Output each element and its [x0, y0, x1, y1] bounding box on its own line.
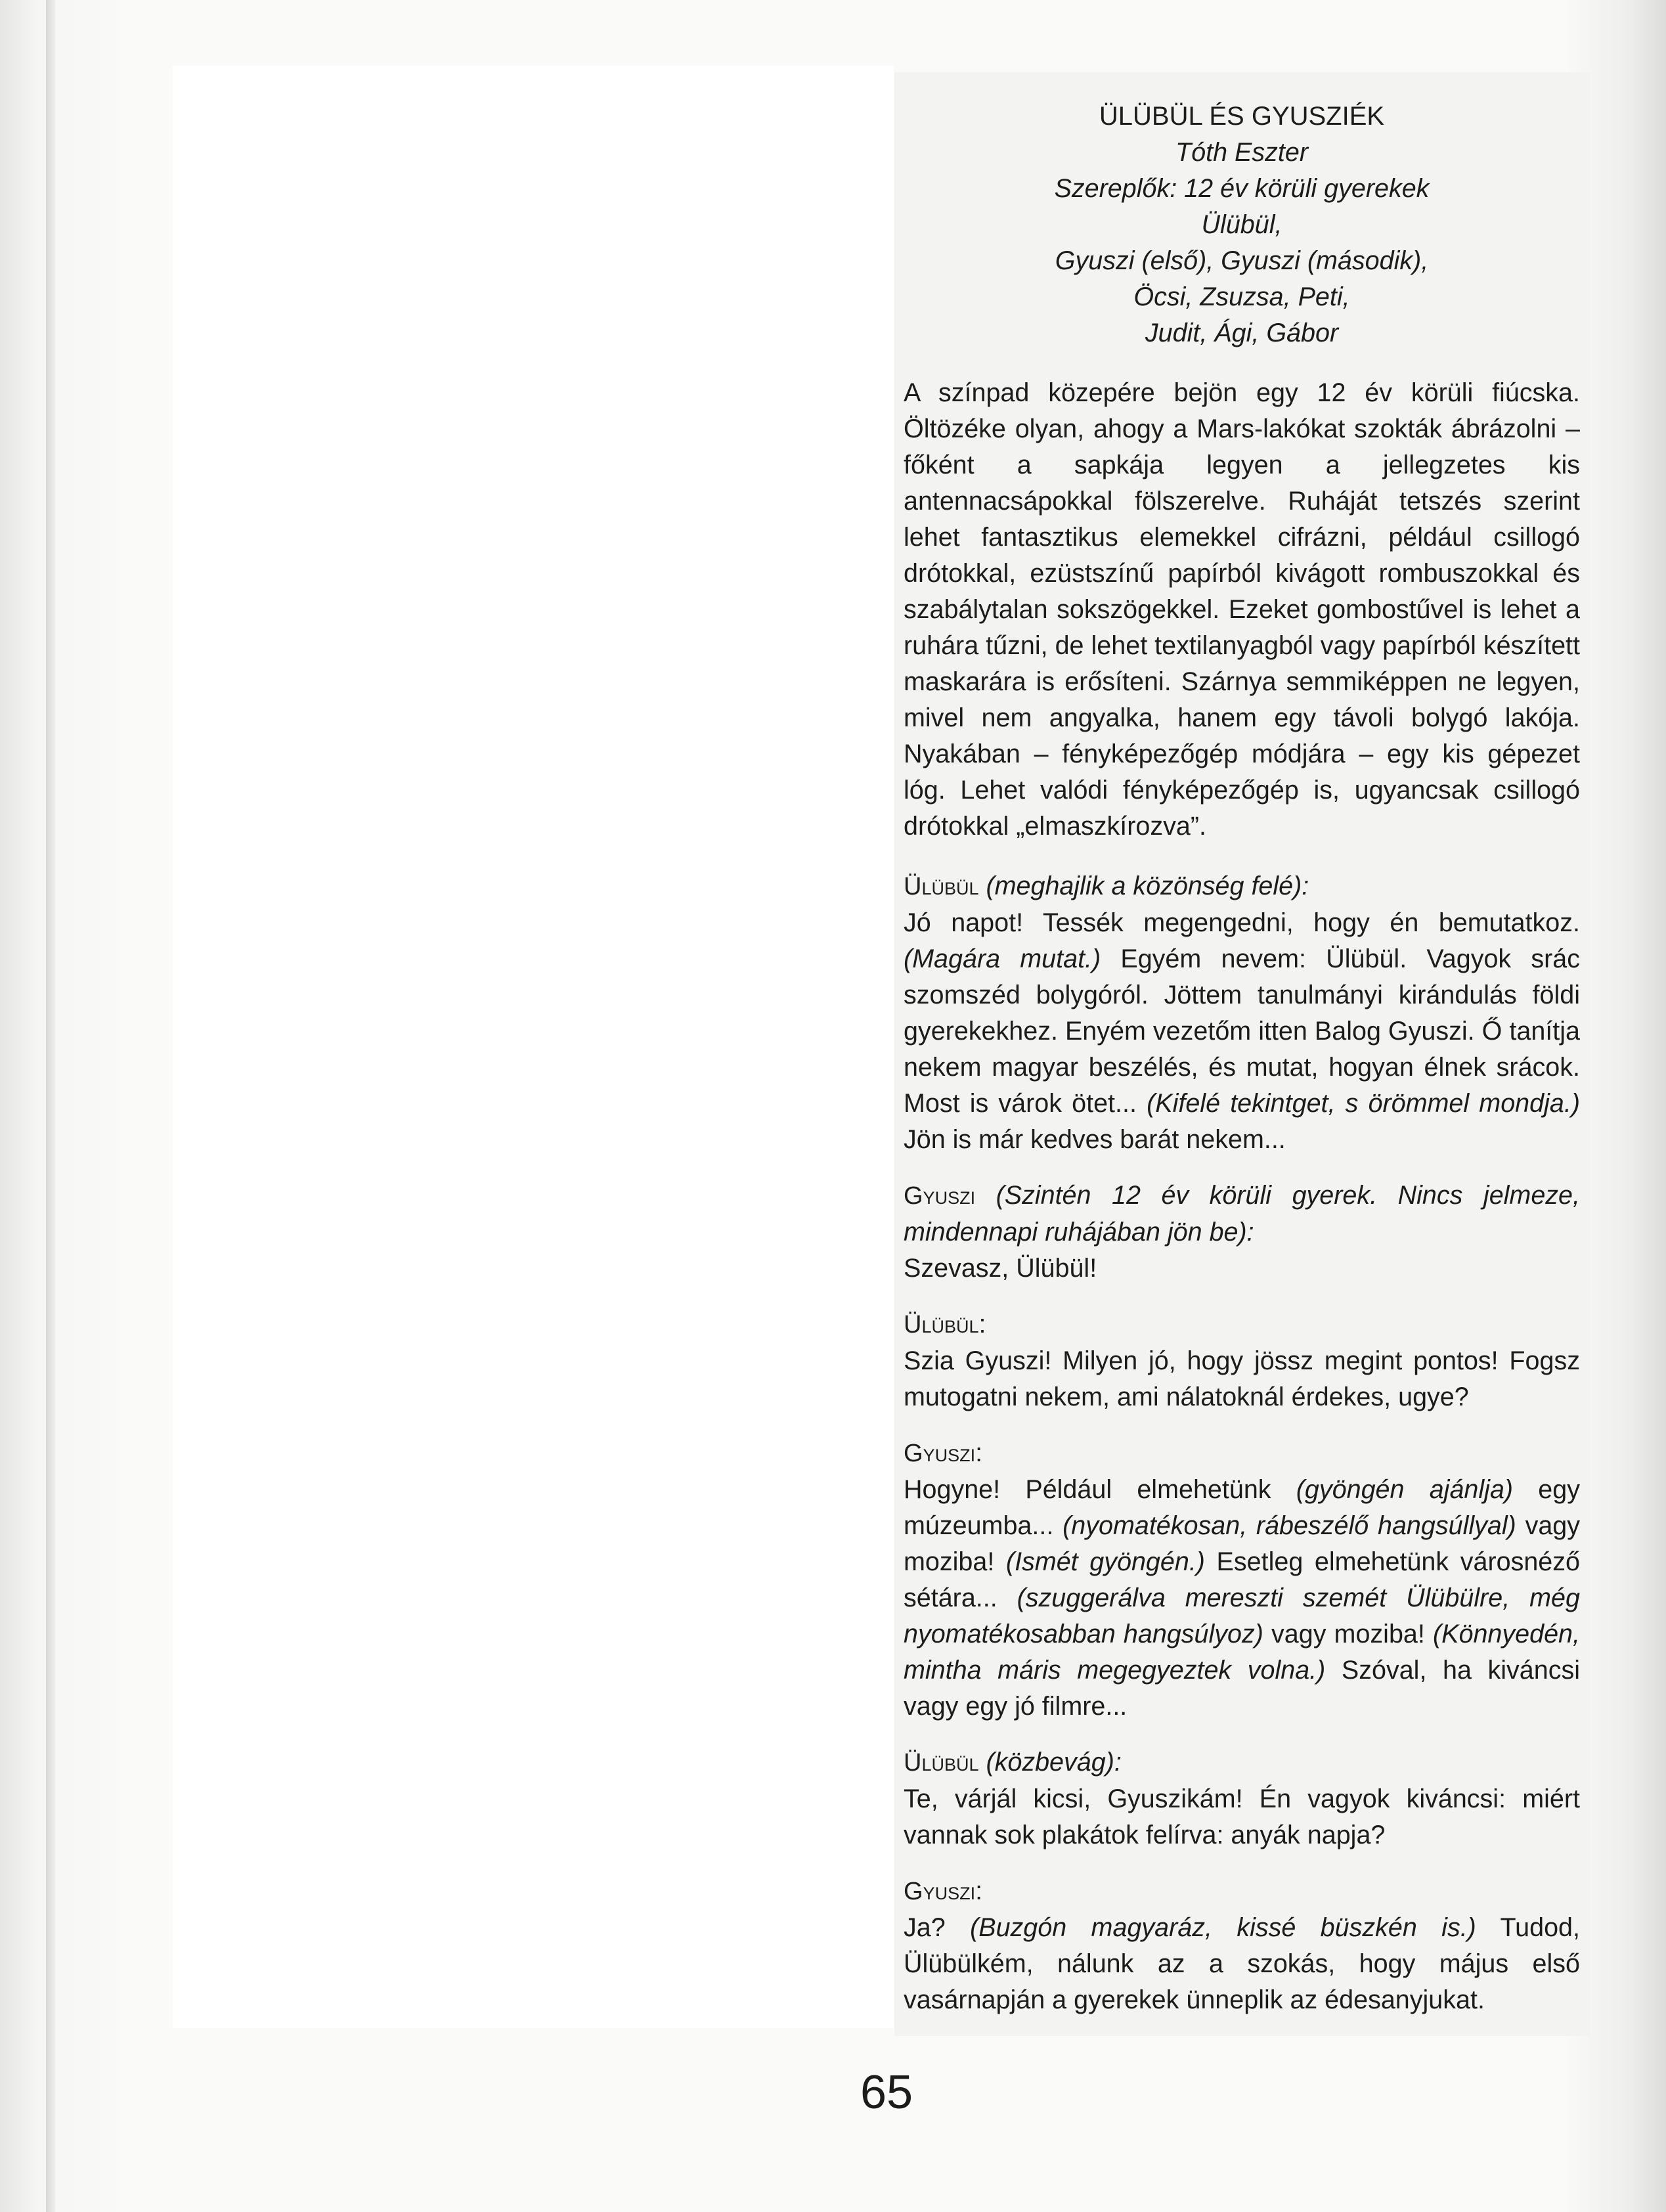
- stage-directions-intro: A színpad közepére bejön egy 12 év körüli fiúcska. Öltözéke olyan, ahogy a Mars-lakókat szokták ábrázolni – főként a sapkája legyen a jellegzetes kis antennacsápokkal fölszerelve. Ruháját tetszés szerint lehet fantasztikus elemekkel cifrázni, például csillogó drótokkal, ezüstszínű papírból kivágott rombuszokkal és szabálytalan sokszögekkel. Ezeket gombostűvel is lehet a ruhára tűzni, de lehet textilanyagból vagy papírból készített maskarára is erősíteni. Szárnya semmiképpen ne legyen, mivel nem angyalka, hanem egy távoli bolygó lakója. Nyakában – fényképezőgép módjára – egy kis gépezet lóg. Lehet valódi fényképezőgép is, ugyancsak csillogó drótokkal „elmaszkírozva”.: [904, 378, 1580, 841]
- stage-cue: (nyomatékosan, rábeszélő hangsúllyal): [1063, 1511, 1516, 1540]
- book-gutter: [46, 0, 55, 2212]
- spoken-text: Te, várjál kicsi, Gyuszikám! Én vagyok kiváncsi: miért vannak sok plakátok felírva: anyák napja?: [904, 1784, 1580, 1849]
- text-column: [904, 99, 1580, 2018]
- author: Tóth Eszter: [1175, 138, 1308, 167]
- stage-cue: (Ismét gyöngén.): [1005, 1547, 1205, 1576]
- stage-cue: (közbevág):: [978, 1748, 1122, 1777]
- spoken-text: Szia Gyuszi! Milyen jó, hogy jössz megint pontos! Fogsz mutogatni nekem, ami nálatoknál érdekes, ugye?: [904, 1346, 1580, 1411]
- stage-cue: (szuggerálva mereszti szemét Ülübülre, még nyomatékosabban hangsúlyoz): [904, 1583, 1580, 1648]
- cast-line: Ülübül,: [1201, 210, 1282, 239]
- speaker-name: Ülübül: [904, 873, 979, 900]
- stage-cue: (Magára mutat.): [904, 944, 1101, 973]
- spoken-text: Szóval, ha kiváncsi vagy egy jó filmre...: [904, 1656, 1580, 1721]
- spoken-text: Jön is már kedves barát nekem...: [904, 1125, 1286, 1154]
- play-title: ÜLÜBÜL ÉS GYUSZIÉK: [1099, 102, 1385, 131]
- spoken-text: vagy moziba!: [904, 1511, 1581, 1576]
- spoken-text: Jó napot! Tessék megengedni, hogy én bemutatkoz.: [904, 908, 1580, 937]
- spoken-text: Egyém nevem: Ülübül. Vagyok srác szomszéd bolygóról. Jöttem tanulmányi kirándulás földi gyerekekhez. Enyém vezetőm itten Balog Gyuszi. Ő tanítja nekem magyar beszélés, és mutat, hogyan élnek srácok. Most is várok ötet...: [904, 944, 1580, 1118]
- speaker-name: Gyuszi: [904, 1878, 976, 1905]
- spoken-text: Hogyne! Például elmehetünk: [904, 1475, 1296, 1504]
- stage-cue: (Szintén 12 év körüli gyerek. Nincs jelmeze, mindennapi ruhájában jön be):: [904, 1181, 1580, 1247]
- dialogue-line-4: [904, 1435, 1580, 1725]
- stage-cue: (meghajlik a közönség felé):: [978, 872, 1309, 900]
- spoken-text: egy múzeumba...: [904, 1475, 1580, 1540]
- speaker-name: Gyuszi: [904, 1182, 976, 1210]
- blank-left-area: [173, 66, 894, 2028]
- speaker-name: Ülübül: [904, 1749, 979, 1777]
- stage-cue: (Buzgón magyaráz, kissé büszkén is.): [970, 1913, 1476, 1942]
- speaker-name: Ülübül: [904, 1311, 979, 1338]
- speaker-colon: :: [975, 1876, 983, 1905]
- stage-cue: (Kifelé tekintget, s örömmel mondja.): [1147, 1089, 1580, 1118]
- page-number: 65: [860, 2066, 913, 2119]
- spoken-text: Tudod, Ülübülkém, nálunk az a szokás, hogy május első vasárnapján a gyerekek ünneplik az édesanyjukat.: [904, 1913, 1580, 2014]
- stage-cue: (gyöngén ajánlja): [1296, 1475, 1514, 1504]
- speaker-colon: :: [975, 1438, 983, 1467]
- dialogue-line-2: [904, 1178, 1580, 1287]
- speaker-name: Gyuszi: [904, 1440, 976, 1467]
- spoken-text: Esetleg elmehetünk városnéző sétára...: [904, 1547, 1580, 1612]
- dialogue-line-3: [904, 1306, 1580, 1415]
- dialogue-line-5: [904, 1744, 1580, 1853]
- spoken-text: Szevasz, Ülübül!: [904, 1254, 1097, 1283]
- cast-line: Öcsi, Zsuzsa, Peti,: [1133, 282, 1350, 311]
- speaker-colon: :: [978, 1310, 986, 1338]
- spoken-text: vagy moziba!: [1263, 1620, 1433, 1648]
- cast-line: Szereplők: 12 év körüli gyerekek: [1054, 174, 1430, 203]
- dialogue-line-1: [904, 868, 1580, 1158]
- cast-line: Gyuszi (első), Gyuszi (második),: [1055, 246, 1429, 275]
- spoken-text: Ja?: [904, 1913, 971, 1942]
- dialogue-line-6: [904, 1873, 1580, 2018]
- stage-cue: (Könnyedén, mintha máris megegyeztek volna.): [904, 1620, 1580, 1685]
- cast-line: Judit, Ági, Gábor: [1145, 319, 1339, 347]
